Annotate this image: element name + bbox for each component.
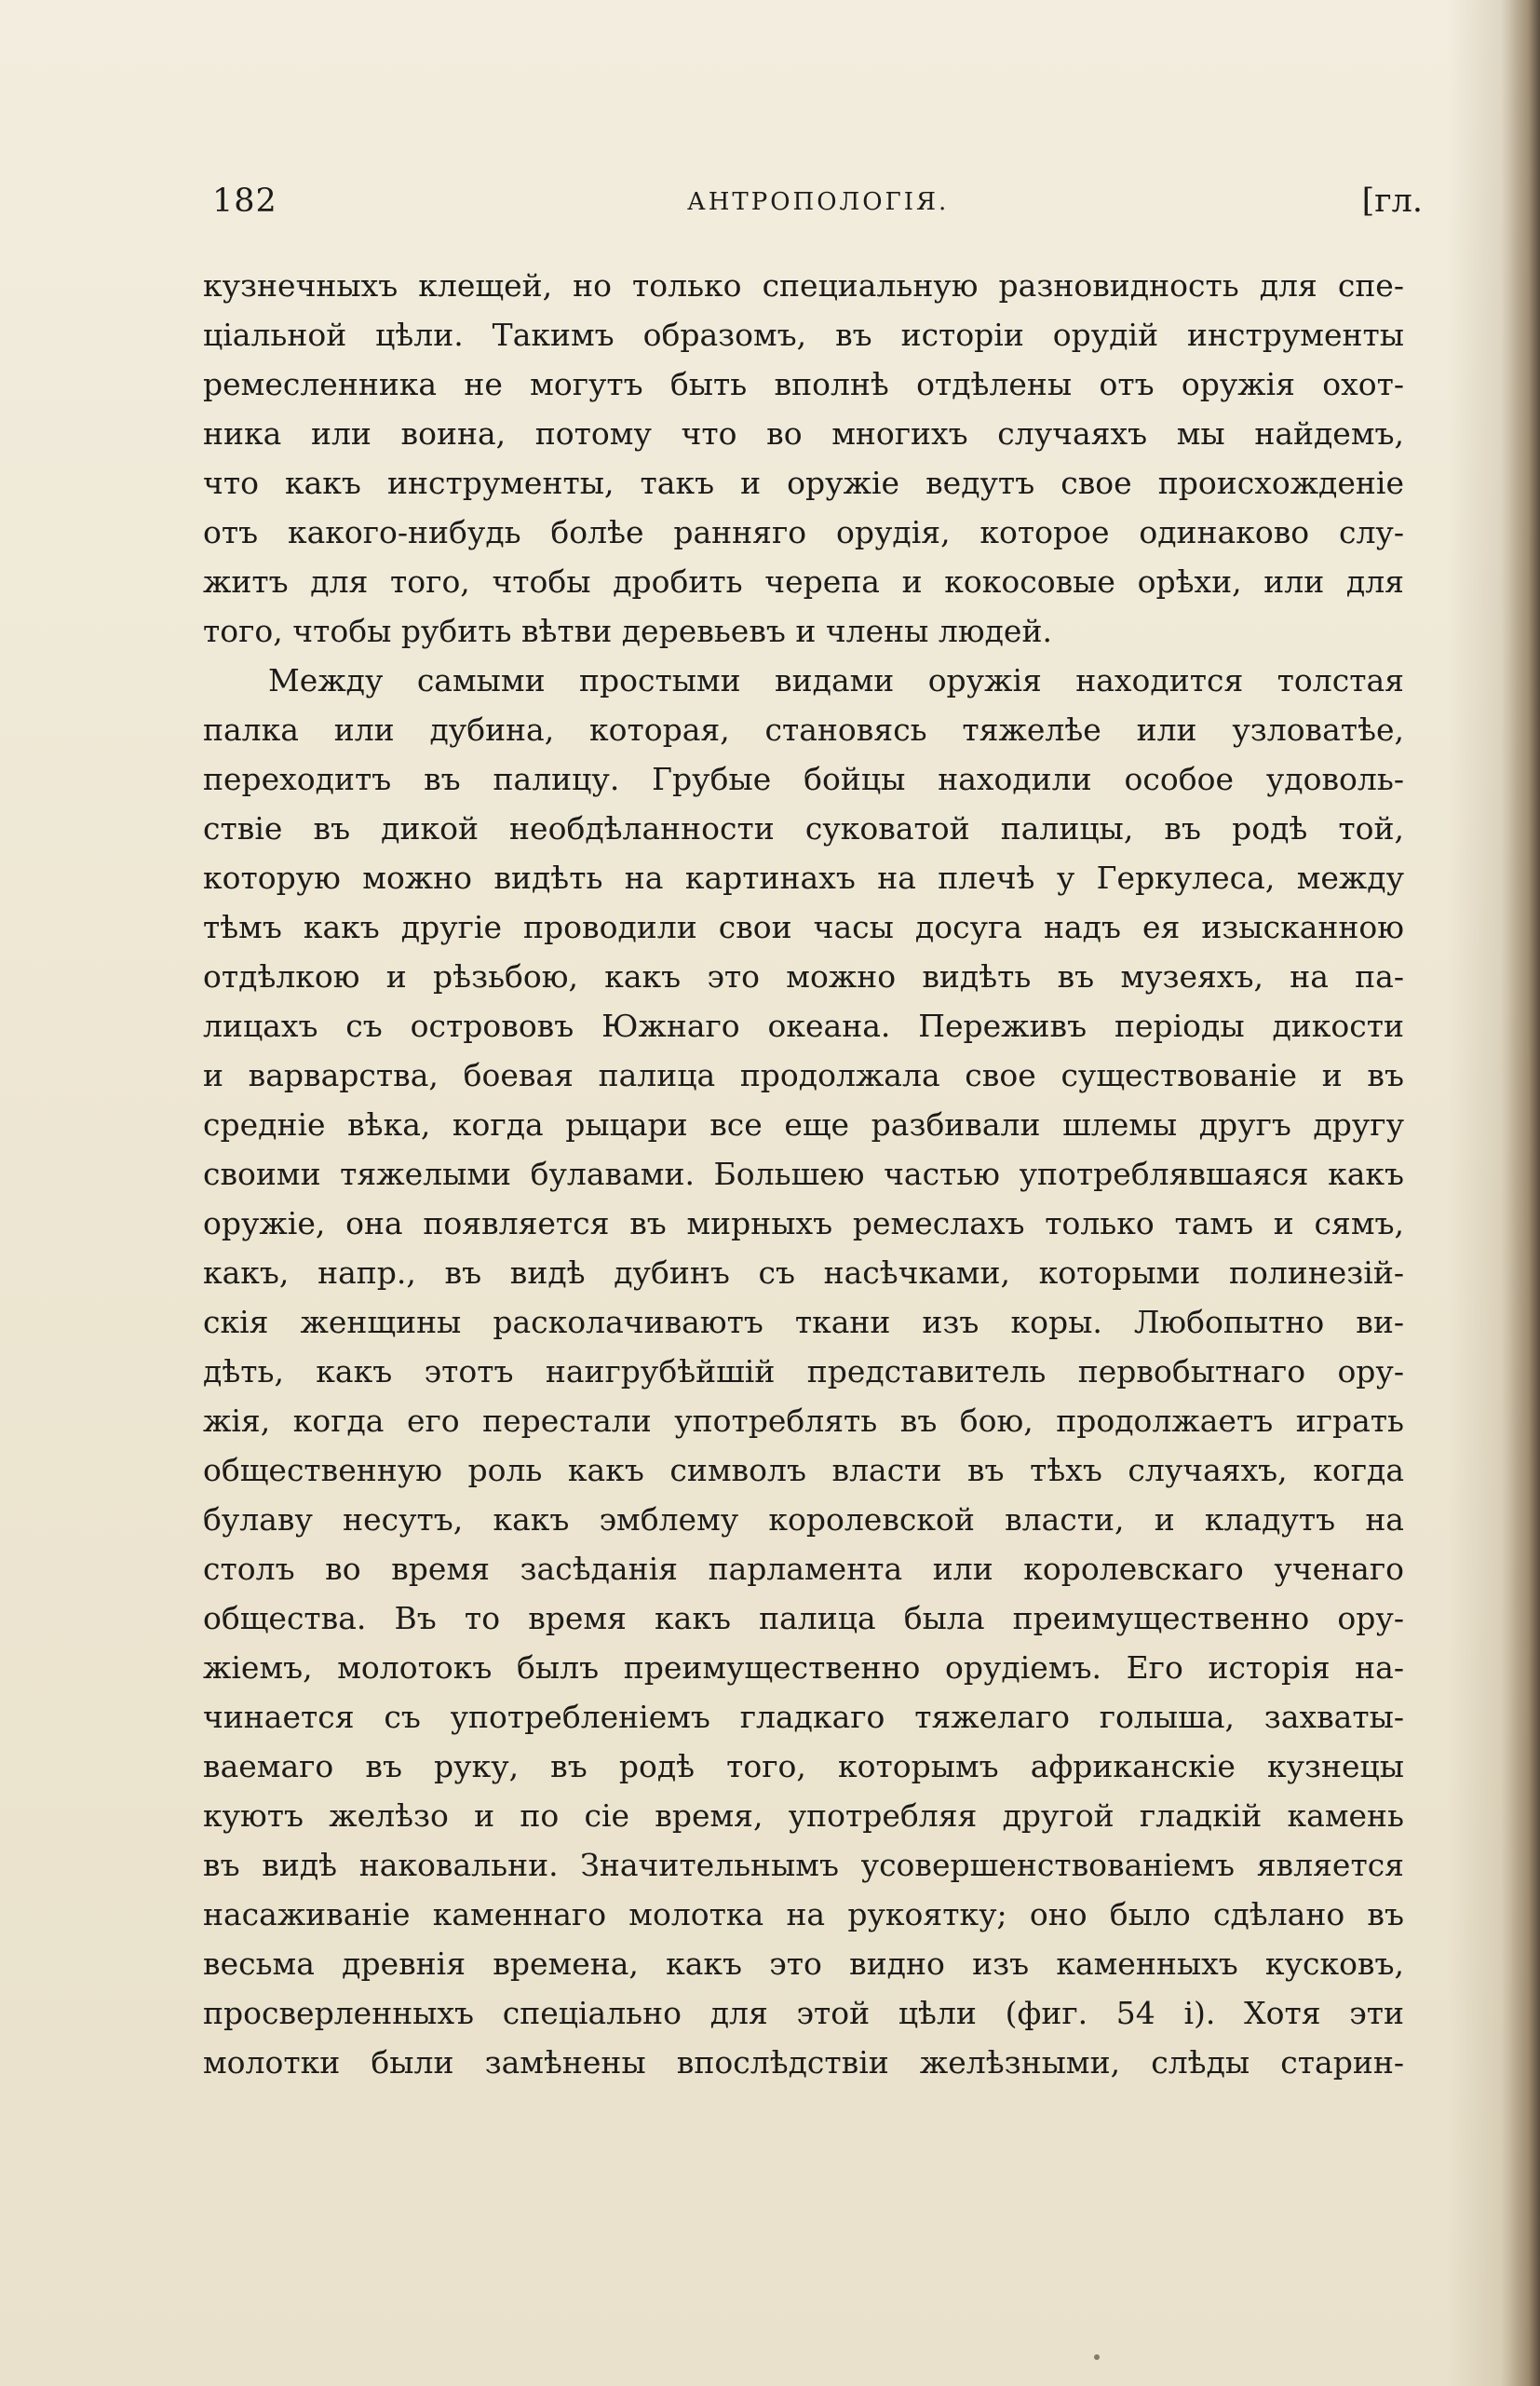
text-line: кузнечныхъ клещей, но только специальную разновидность для спе- [203,267,1404,304]
text-line: тѣмъ какъ другіе проводили свои часы досуга надъ ея изысканною [203,909,1404,945]
page-number: 182 [212,183,277,220]
text-line: весьма древнія времена, какъ это видно изъ каменныхъ кусковъ, [203,1945,1404,1982]
text-line: оружіе, она появляется въ мирныхъ ремеслахъ только тамъ и сямъ, [203,1205,1404,1241]
text-line: ствіе въ дикой необдѣланности суковатой палицы, въ родѣ той, [203,810,1404,847]
text-line: молотки были замѣнены впослѣдствіи желѣзными, слѣды старин- [203,2044,1404,2081]
text-line: что какъ инструменты, такъ и оружіе ведутъ свое происхожденіе [203,465,1404,501]
paragraph-first-line: Между самыми простыми видами оружія находится толстая [268,662,1404,698]
text-line: ника или воина, потому что во многихъ случаяхъ мы найдемъ, [203,415,1404,452]
text-line: чинается съ употребленіемъ гладкаго тяжелаго голыша, захваты- [203,1699,1404,1735]
text-line: отъ какого-нибудь болѣе ранняго орудія, которое одинаково слу- [203,514,1404,550]
text-line: житъ для того, чтобы дробить черепа и кокосовые орѣхи, или для [203,563,1404,600]
text-line: средніе вѣка, когда рыцари все еще разбивали шлемы другъ другу [203,1106,1404,1143]
text-line: палка или дубина, которая, становясь тяжелѣе или узловатѣе, [203,712,1404,748]
text-line: общественную роль какъ символъ власти въ тѣхъ случаяхъ, когда [203,1452,1404,1488]
binding-shadow [1501,0,1540,2386]
text-line: своими тяжелыми булавами. Большею частью употреблявшаяся какъ [203,1156,1404,1192]
text-line: дѣть, какъ этотъ наигрубѣйшій представитель первобытнаго ору- [203,1353,1404,1390]
body-text [203,261,1404,2087]
text-line: общества. Въ то время какъ палица была преимущественно ору- [203,1600,1404,1636]
print-speck [1094,2354,1100,2360]
text-line: жія, когда его перестали употреблять въ бою, продолжаетъ играть [203,1403,1404,1439]
text-line: переходитъ въ палицу. Грубые бойцы находили особое удоволь- [203,761,1404,797]
text-line: насаживаніе каменнаго молотка на рукоятку; оно было сдѣлано въ [203,1896,1404,1932]
text-line: жіемъ, молотокъ былъ преимущественно орудіемъ. Его исторія на- [203,1649,1404,1686]
text-line: куютъ желѣзо и по сіе время, употребляя другой гладкій камень [203,1797,1404,1834]
text-line: какъ, напр., въ видѣ дубинъ съ насѣчками, которыми полинезій- [203,1254,1404,1291]
text-line: ваемаго въ руку, въ родѣ того, которымъ африканскіе кузнецы [203,1748,1404,1784]
page-header [212,177,1423,233]
text-line: лицахъ съ острововъ Южнаго океана. Переживъ періоды дикости [203,1008,1404,1044]
text-line: ціальной цѣли. Такимъ образомъ, въ исторіи орудій инструменты [203,317,1404,353]
text-line: булаву несутъ, какъ эмблему королевской власти, и кладутъ на [203,1501,1404,1538]
text-line: и варварства, боевая палица продолжала свое существованіе и въ [203,1057,1404,1093]
text-line: отдѣлкою и рѣзьбою, какъ это можно видѣть въ музеяхъ, на па- [203,958,1404,995]
running-title: АНТРОПОЛОГІЯ. [687,188,950,216]
chapter-mark: [гл. [1361,183,1423,220]
text-line: столъ во время засѣданія парламента или королевскаго ученаго [203,1551,1404,1587]
text-line: ремесленника не могутъ быть вполнѣ отдѣлены отъ оружія охот- [203,366,1404,402]
text-line: въ видѣ наковальни. Значительнымъ усовершенствованіемъ является [203,1847,1404,1883]
text-line: того, чтобы рубить вѣтви деревьевъ и члены людей. [203,613,1052,649]
text-line: просверленныхъ спеціально для этой цѣли (фиг. 54 і). Хотя эти [203,1995,1404,2031]
text-line: скія женщины расколачиваютъ ткани изъ коры. Любопытно ви- [203,1304,1404,1340]
text-line: которую можно видѣть на картинахъ на плечѣ у Геркулеса, между [203,860,1404,896]
